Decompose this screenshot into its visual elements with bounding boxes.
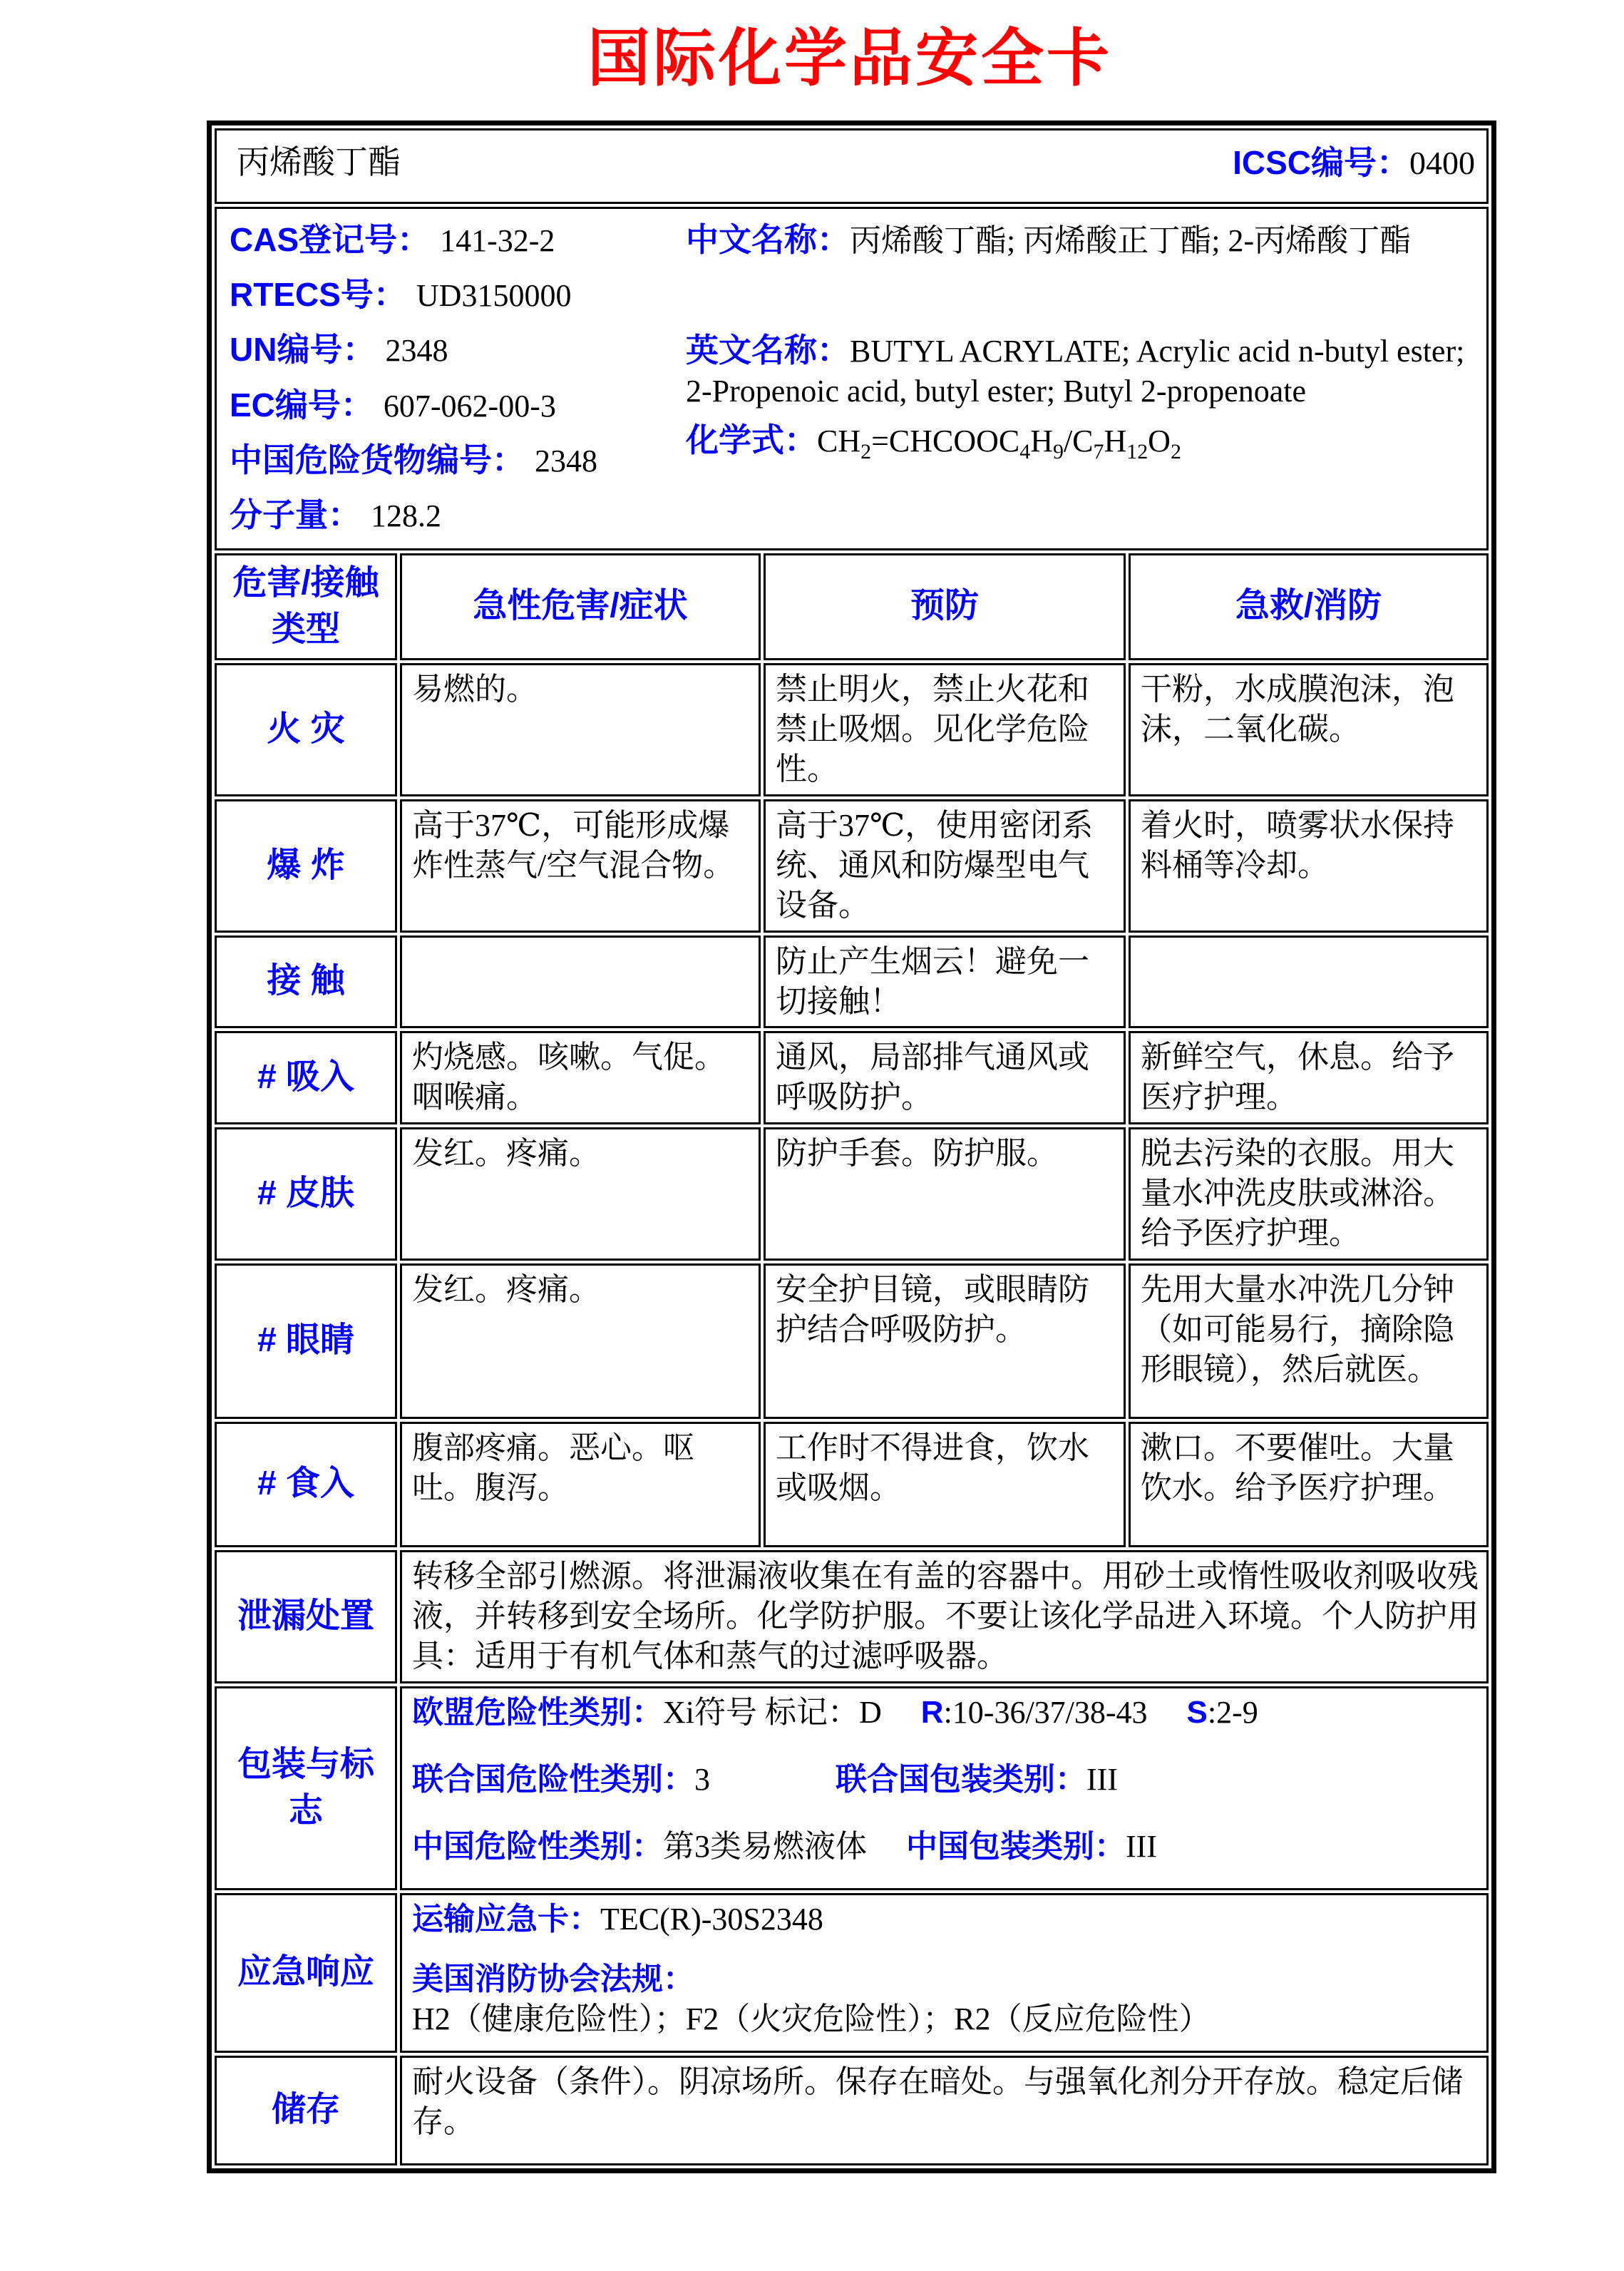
eyes-response: 先用大量水冲洗几分钟（如可能易行，摘除隐形眼镜），然后就医。 [1129,1263,1489,1419]
icsc-number-group [1233,142,1475,185]
chemical-formula-line: 化学式：$CH_2=CHCOOC_4H_9/C_7H_{12}O_2$ [686,421,1181,463]
section-label: 泄漏处置 [215,1550,397,1683]
section-row-spillage [215,1550,1489,1683]
skin-symptoms: 发红。疼痛。 [400,1127,761,1261]
ingestion-prevention: 工作时不得进食，饮水或吸烟。 [764,1422,1126,1547]
hazard-row-ingestion [215,1422,1489,1547]
hazard-row-skin [215,1127,1489,1261]
section-label: 应急响应 [215,1893,397,2053]
section-row-storage [215,2056,1489,2165]
fire-response: 干粉，水成膜泡沫，泡沫，二氧化碳。 [1129,663,1489,796]
substance-header-cell [215,128,1489,204]
hazard-type-label: 火 灾 [215,663,397,796]
contact-response [1129,935,1489,1029]
spillage-content: 转移全部引燃源。将泄漏液收集在有盖的容器中。用砂土或惰性吸收剂吸收残液，并转移到安全场所。化学防护服。不要让该化学品进入环境。个人防护用具：适用于有机气体和蒸气的过滤呼吸器。 [400,1550,1489,1683]
identifier-rtecs: RTECS号： UD3150000 [230,276,572,314]
contact-symptoms [400,935,761,1029]
icsc-number-label: ICSC编号： [1233,143,1410,181]
identifier-mol-weight: 分子量： 128.2 [230,496,441,534]
emergency-content [400,1893,1489,2053]
section-label: 储存 [215,2056,397,2165]
inhalation-response: 新鲜空气，休息。给予医疗护理。 [1129,1031,1489,1124]
identifier-china-dg: 中国危险货物编号： 2348 [230,441,597,479]
fire-symptoms: 易燃的。 [400,663,761,796]
hazard-type-label: 接 触 [215,935,397,1029]
icsc-card-table [207,121,1496,2173]
packaging-content [400,1686,1489,1890]
explosion-prevention: 高于37℃，使用密闭系统、通风和防爆型电气设备。 [764,799,1126,933]
eu-classification-line: 欧盟危险性类别：Xi符号 标记：D R:10-36/37/38-43 S:2-9 [412,1694,1258,1730]
explosion-response: 着火时，喷雾状水保持料桶等冷却。 [1129,799,1489,933]
explosion-symptoms: 高于37℃，可能形成爆炸性蒸气/空气混合物。 [400,799,761,933]
identity-cell [215,207,1489,550]
identity-row [215,207,1489,550]
inhalation-prevention: 通风，局部排气通风或呼吸防护。 [764,1031,1126,1124]
inhalation-symptoms: 灼烧感。咳嗽。气促。咽喉痛。 [400,1031,761,1124]
contact-prevention: 防止产生烟云！避免一切接触！ [764,935,1126,1029]
section-label: 包装与标志 [215,1686,397,1890]
column-header-firstaid: 急救/消防 [1129,553,1489,660]
hazard-type-label: # 眼睛 [215,1263,397,1419]
ingestion-response: 漱口。不要催吐。大量饮水。给予医疗护理。 [1129,1422,1489,1547]
icsc-number-value: 0400 [1409,144,1476,181]
substance-header-row [215,128,1489,204]
names-block [686,219,1476,537]
identifier-list [230,219,686,537]
hazard-row-fire [215,663,1489,796]
transport-emergency-card-line: 运输应急卡：TEC(R)-30S2348 [412,1901,823,1937]
column-header-prevention: 预防 [764,553,1126,660]
eyes-prevention: 安全护目镜，或眼睛防护结合呼吸防护。 [764,1263,1126,1419]
fire-prevention: 禁止明火，禁止火花和禁止吸烟。见化学危险性。 [764,663,1126,796]
hazard-row-contact [215,935,1489,1029]
chemical-formula: $CH_2=CHCOOC_4H_9/C_7H_{12}O_2$ [817,423,1181,463]
hazard-row-explosion [215,799,1489,933]
column-header-symptoms: 急性危害/症状 [400,553,761,660]
hazard-type-label: 爆 炸 [215,799,397,933]
hazard-type-label: # 皮肤 [215,1127,397,1261]
nfpa-code-line: 美国消防协会法规：H2（健康危险性）；F2（火灾危险性）；R2（反应危险性） [412,1961,1211,2037]
skin-response: 脱去污染的衣服。用大量水冲洗皮肤或淋浴。给予医疗护理。 [1129,1127,1489,1261]
hazard-type-label: # 吸入 [215,1031,397,1124]
section-row-packaging [215,1686,1489,1890]
chinese-names: 中文名称：丙烯酸丁酯; 丙烯酸正丁酯; 2-丙烯酸丁酯 [686,220,1412,258]
ingestion-symptoms: 腹部疼痛。恶心。呕吐。腹泻。 [400,1422,761,1547]
identifier-un: UN编号： 2348 [230,331,448,369]
substance-name: 丙烯酸丁酯 [237,144,401,181]
identifier-cas: CAS登记号： 141-32-2 [230,220,555,258]
identifier-ec: EC编号： 607-062-00-3 [230,386,556,424]
eyes-symptoms: 发红。疼痛。 [400,1263,761,1419]
column-header-hazard-type: 危害/接触类型 [215,553,397,660]
hazard-type-label: # 食入 [215,1422,397,1547]
english-names: 英文名称：BUTYL ACRYLATE; Acrylic acid n-butyl ester; 2-Propenoic acid, butyl ester; Butyl 2-propenoate [686,332,1465,409]
skin-prevention: 防护手套。防护服。 [764,1127,1126,1261]
china-classification-line: 中国危险性类别：第3类易燃液体 中国包装类别：III [412,1829,1157,1865]
un-classification-line: 联合国危险性类别：3 联合国包装类别：III [412,1761,1118,1797]
storage-content: 耐火设备（条件）。阴凉场所。保存在暗处。与强氧化剂分开存放。稳定后储存。 [400,2056,1489,2165]
hazard-row-inhalation [215,1031,1489,1124]
page-title: 国际化学品安全卡 [587,23,1112,93]
hazard-row-eyes [215,1263,1489,1419]
hazard-table-header-row [215,553,1489,660]
section-row-emergency [215,1893,1489,2053]
